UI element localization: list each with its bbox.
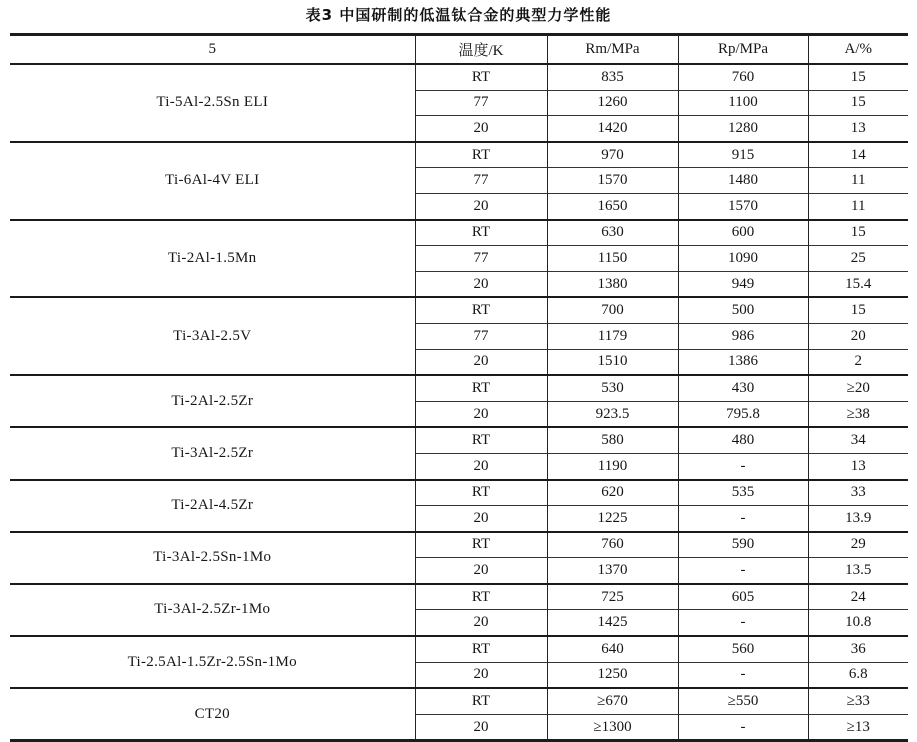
temperature-cell: RT — [415, 427, 547, 453]
value-cell: 1190 — [547, 453, 678, 479]
value-cell: 36 — [808, 636, 908, 662]
value-cell: 1510 — [547, 349, 678, 375]
value-cell: 605 — [678, 584, 808, 610]
alloy-name-cell: Ti-2.5Al-1.5Zr-2.5Sn-1Mo — [10, 636, 415, 688]
value-cell: 760 — [678, 64, 808, 90]
value-cell: ≥38 — [808, 401, 908, 427]
value-cell: 430 — [678, 375, 808, 401]
temperature-cell: 77 — [415, 168, 547, 194]
table-row — [10, 688, 908, 714]
table-body — [10, 64, 908, 741]
temperature-cell: 20 — [415, 116, 547, 142]
value-cell: 923.5 — [547, 401, 678, 427]
column-header-alloy: 5 — [10, 35, 415, 65]
value-cell: 11 — [808, 193, 908, 219]
value-cell: 15 — [808, 90, 908, 116]
column-header-elongation: A/% — [808, 35, 908, 65]
value-cell: ≥670 — [547, 688, 678, 714]
temperature-cell: 20 — [415, 271, 547, 297]
value-cell: 13 — [808, 453, 908, 479]
value-cell: 24 — [808, 584, 908, 610]
value-cell: 2 — [808, 349, 908, 375]
alloy-name-cell: Ti-3Al-2.5Sn-1Mo — [10, 532, 415, 584]
value-cell: ≥13 — [808, 714, 908, 741]
alloy-name-cell: Ti-2Al-2.5Zr — [10, 375, 415, 427]
value-cell: 970 — [547, 142, 678, 168]
value-cell: 20 — [808, 323, 908, 349]
value-cell: 1179 — [547, 323, 678, 349]
value-cell: 15 — [808, 64, 908, 90]
table-row — [10, 584, 908, 610]
column-header-rp: Rp/MPa — [678, 35, 808, 65]
value-cell: 1150 — [547, 246, 678, 272]
value-cell: 15.4 — [808, 271, 908, 297]
value-cell: 1380 — [547, 271, 678, 297]
table-row — [10, 427, 908, 453]
value-cell: 1425 — [547, 610, 678, 636]
temperature-cell: 20 — [415, 193, 547, 219]
value-cell: 725 — [547, 584, 678, 610]
value-cell: 1386 — [678, 349, 808, 375]
value-cell: 10.8 — [808, 610, 908, 636]
alloy-name-cell: CT20 — [10, 688, 415, 741]
temperature-cell: RT — [415, 375, 547, 401]
alloy-name-cell: Ti-6Al-4V ELI — [10, 142, 415, 220]
value-cell: 15 — [808, 220, 908, 246]
value-cell: 480 — [678, 427, 808, 453]
temperature-cell: RT — [415, 142, 547, 168]
value-cell: 640 — [547, 636, 678, 662]
temperature-cell: 20 — [415, 558, 547, 584]
value-cell: - — [678, 453, 808, 479]
temperature-cell: 20 — [415, 662, 547, 688]
table-row — [10, 220, 908, 246]
value-cell: 29 — [808, 532, 908, 558]
temperature-cell: 77 — [415, 323, 547, 349]
value-cell: 15 — [808, 297, 908, 323]
alloy-name-cell: Ti-2Al-4.5Zr — [10, 480, 415, 532]
value-cell: 560 — [678, 636, 808, 662]
temperature-cell: RT — [415, 636, 547, 662]
value-cell: 13.9 — [808, 506, 908, 532]
value-cell: 14 — [808, 142, 908, 168]
alloy-name-cell: Ti-3Al-2.5Zr — [10, 427, 415, 479]
value-cell: 6.8 — [808, 662, 908, 688]
alloy-name-cell: Ti-3Al-2.5Zr-1Mo — [10, 584, 415, 636]
value-cell: 500 — [678, 297, 808, 323]
value-cell: ≥33 — [808, 688, 908, 714]
value-cell: 1100 — [678, 90, 808, 116]
temperature-cell: 77 — [415, 90, 547, 116]
temperature-cell: RT — [415, 688, 547, 714]
table-row — [10, 142, 908, 168]
table-row — [10, 480, 908, 506]
value-cell: 33 — [808, 480, 908, 506]
value-cell: 1570 — [547, 168, 678, 194]
value-cell: 949 — [678, 271, 808, 297]
header-row — [10, 35, 908, 65]
temperature-cell: 20 — [415, 714, 547, 741]
value-cell: - — [678, 610, 808, 636]
value-cell: 25 — [808, 246, 908, 272]
value-cell: 34 — [808, 427, 908, 453]
value-cell: 1280 — [678, 116, 808, 142]
table-caption: 表3 中国研制的低温钛合金的典型力学性能 — [305, 6, 612, 24]
temperature-cell: RT — [415, 297, 547, 323]
value-cell: 1480 — [678, 168, 808, 194]
value-cell: 986 — [678, 323, 808, 349]
value-cell: - — [678, 558, 808, 584]
value-cell: 630 — [547, 220, 678, 246]
temperature-cell: RT — [415, 480, 547, 506]
temperature-cell: 77 — [415, 246, 547, 272]
temperature-cell: 20 — [415, 349, 547, 375]
table-row — [10, 375, 908, 401]
value-cell: 600 — [678, 220, 808, 246]
value-cell: 835 — [547, 64, 678, 90]
value-cell: 1225 — [547, 506, 678, 532]
value-cell: ≥1300 — [547, 714, 678, 741]
value-cell: 760 — [547, 532, 678, 558]
column-header-temperature: 温度/K — [415, 35, 547, 65]
temperature-cell: 20 — [415, 401, 547, 427]
temperature-cell: 20 — [415, 506, 547, 532]
temperature-cell: RT — [415, 64, 547, 90]
value-cell: 13 — [808, 116, 908, 142]
value-cell: 1650 — [547, 193, 678, 219]
value-cell: 1090 — [678, 246, 808, 272]
table-row — [10, 636, 908, 662]
table-row — [10, 532, 908, 558]
value-cell: 1250 — [547, 662, 678, 688]
value-cell: ≥550 — [678, 688, 808, 714]
table-row — [10, 297, 908, 323]
value-cell: - — [678, 506, 808, 532]
temperature-cell: 20 — [415, 453, 547, 479]
temperature-cell: 20 — [415, 610, 547, 636]
value-cell: - — [678, 662, 808, 688]
value-cell: 535 — [678, 480, 808, 506]
temperature-cell: RT — [415, 584, 547, 610]
value-cell: 795.8 — [678, 401, 808, 427]
alloy-properties-table — [10, 33, 908, 742]
value-cell: 1570 — [678, 193, 808, 219]
temperature-cell: RT — [415, 532, 547, 558]
value-cell: 1370 — [547, 558, 678, 584]
alloy-name-cell: Ti-5Al-2.5Sn ELI — [10, 64, 415, 142]
table-row — [10, 64, 908, 90]
value-cell: 915 — [678, 142, 808, 168]
value-cell: 11 — [808, 168, 908, 194]
value-cell: 1420 — [547, 116, 678, 142]
value-cell: 620 — [547, 480, 678, 506]
value-cell: - — [678, 714, 808, 741]
temperature-cell: RT — [415, 220, 547, 246]
value-cell: 530 — [547, 375, 678, 401]
value-cell: 700 — [547, 297, 678, 323]
alloy-name-cell: Ti-2Al-1.5Mn — [10, 220, 415, 298]
alloy-name-cell: Ti-3Al-2.5V — [10, 297, 415, 375]
value-cell: 580 — [547, 427, 678, 453]
value-cell: 13.5 — [808, 558, 908, 584]
column-header-rm: Rm/MPa — [547, 35, 678, 65]
value-cell: ≥20 — [808, 375, 908, 401]
value-cell: 590 — [678, 532, 808, 558]
value-cell: 1260 — [547, 90, 678, 116]
